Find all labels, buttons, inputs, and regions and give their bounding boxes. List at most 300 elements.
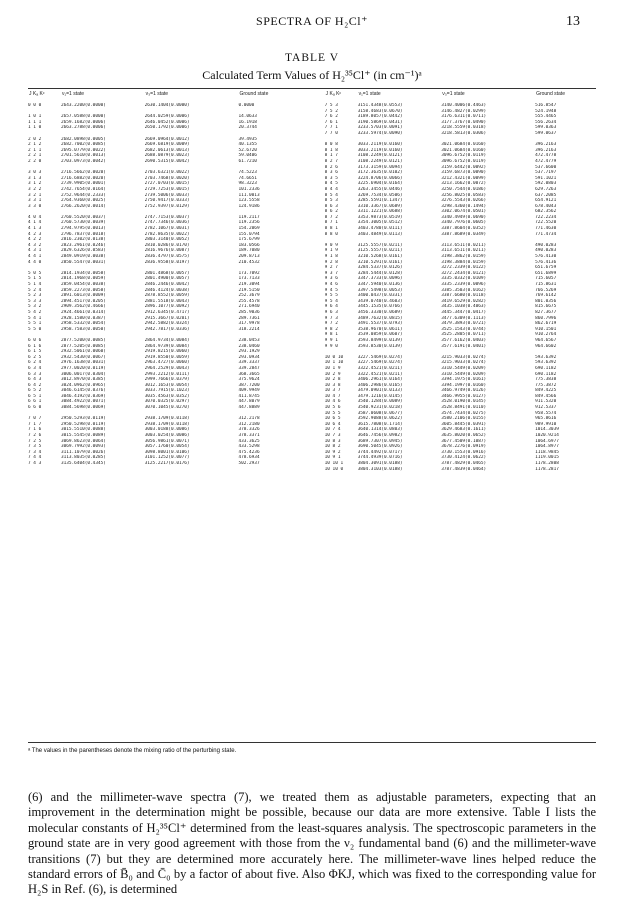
table-cell: 3489.7632(0.0815) — [357, 315, 403, 321]
table-cell: 2938.1709(0.0118) — [144, 421, 190, 427]
table-cell: 375.9624 — [238, 377, 260, 383]
table-cell: 2877.5205(0.0085) — [60, 343, 106, 349]
table-cell: 219.5150 — [238, 287, 260, 293]
table-cell: 1119.0015 — [535, 455, 559, 461]
table-cell: 2644.0259(0.0006) — [144, 114, 190, 120]
table-cell: 2701.5610(0.0013) — [60, 153, 106, 159]
table-cell: 10 3 7 — [324, 388, 341, 394]
table-cell: 3311.1221(0.0688) — [357, 209, 403, 215]
table-cell: 3125.2217(0.0176) — [144, 461, 190, 466]
table-cell: 2919.8550(0.0059) — [144, 354, 190, 360]
table-cell: 8 2 6 — [324, 164, 338, 170]
table-cell: 771.4734 — [535, 231, 557, 237]
table-cell: 10 0 10 — [324, 354, 344, 360]
page-number: 13 — [566, 14, 580, 29]
table-cell: 5 5 0 — [28, 326, 42, 332]
table-cell: 219.3094 — [238, 282, 260, 287]
table-cell: 3385.3503(0.0162) — [441, 287, 487, 293]
table-cell: 958.5574 — [535, 410, 557, 416]
table-cell: 7 5 3 — [324, 103, 338, 108]
table-cell: 9 8 2 — [324, 326, 338, 332]
table-cell: 2 1 2 — [28, 142, 42, 148]
table-cell: 3540.9231(0.0218) — [357, 405, 403, 411]
table-cell: 556.2634 — [535, 119, 557, 125]
table-cell: 9 1 9 — [324, 248, 338, 254]
table-cell: 2846.2446(0.0042) — [144, 282, 190, 287]
table-cell: 3173.3159(0.0094) — [357, 164, 403, 170]
table-cell: 2782.1067(0.0031) — [144, 226, 190, 232]
table-cell: 490.0283 — [535, 248, 557, 254]
table-cell: 3033.2119(0.0160) — [357, 142, 403, 148]
table-cell: 173.7092 — [238, 270, 260, 276]
table-cell: 6 4 3 — [28, 377, 42, 383]
table-cell: 911.5320 — [535, 399, 557, 405]
table-cell: 2669.0964(0.0012) — [144, 136, 190, 142]
table-cell: 5 2 3 — [28, 293, 42, 299]
table-cell: 16.1918 — [238, 119, 257, 125]
table-cell: 10 6 4 — [324, 421, 341, 427]
table-cell: 3172.3635(0.0102) — [357, 170, 403, 176]
table-cell: 1020.9214 — [535, 433, 559, 439]
table-cell: 2688.0879(0.0023) — [144, 153, 190, 159]
table-cell: 4 2 2 — [28, 237, 42, 243]
table-cell: 3593.8499(0.0139) — [357, 337, 403, 343]
table-cell: 3635.8020(0.0652) — [441, 433, 487, 439]
table-cell: 3021.0684(0.0160) — [441, 142, 487, 148]
table-cell: 2849.0919(0.0038) — [60, 254, 106, 260]
table-cell: 910.2764 — [535, 332, 557, 338]
table-cell: 3006.0017(0.0304) — [60, 371, 106, 377]
table-cell: 40.1355 — [238, 142, 257, 148]
table-cell: 3400.0437(0.0331) — [357, 293, 403, 299]
table-cell: 2977.0020(0.0119) — [60, 365, 106, 371]
table-cell: 2703.0973(0.0042) — [60, 158, 106, 164]
table-cell: 2 1 1 — [28, 147, 42, 153]
table-cell: 3263.3455(0.0446) — [357, 186, 403, 192]
table-cell: 378.3326 — [238, 427, 260, 433]
table-cell: 20.3744 — [238, 125, 257, 131]
table-cell: 3353.9873(0.0519) — [357, 214, 403, 220]
table-cell: 3269.7534(0.0506) — [357, 192, 403, 198]
table-cell: 10 8 2 — [324, 444, 341, 450]
table-cell: 3574.7434(0.0275) — [441, 410, 487, 416]
table-cell: 3227.5469(0.0274) — [357, 360, 403, 366]
table-cell: 3284.5337(0.0126) — [357, 265, 403, 271]
table-cell: 255.4578 — [238, 298, 260, 304]
table-cell: 6 6 0 — [28, 405, 42, 411]
table-cell: 2810.0286(0.0170) — [144, 242, 190, 248]
table-cell: 801.0356 — [535, 298, 557, 304]
table-cell: 7 7 1 — [324, 125, 338, 131]
body-paragraph: (6) and the millimeter-wave spectra (7), we treated them as adjustable parameters, expecting that an improvement in the determination might be possible, because our data are more extensive. Table I lists the molecular constants of H₂³⁵Cl⁺ determined from the least-squares analysis. The spectroscopic parameters in the ground state are in very good agreement with those from the ν₂ fundamental band (6) and the millimeter-wave transitions (7) but they are determined more accurately here. The millimeter-wave lines helped reduce the standard errors of B̄₀ and C̄₀ by a factor of about five. Also ΦKJ, which was fixed to the corresponding value for H₂S in Ref. (6), is determined — [28, 790, 596, 897]
table-cell: 1064.6977 — [535, 438, 559, 444]
table-cell: 3744.4939(0.0716) — [357, 455, 403, 461]
table-cell: 3354.3005(0.0512) — [357, 220, 403, 226]
table-cell: 3540.1284(0.0089) — [357, 399, 403, 405]
table-cell: 3024.0962(0.0965) — [60, 382, 106, 388]
table-cell: 3340.4949(0.0690) — [441, 214, 487, 220]
table-cell: 5 0 5 — [28, 270, 42, 276]
table-cell: 2739.9905(0.0001) — [60, 181, 106, 187]
table-cell: 3477.6309(0.1113) — [441, 315, 487, 321]
table-cell: 293.1929 — [238, 349, 260, 355]
table-cell: 3689.7307(0.0945) — [357, 438, 403, 444]
table-cell: 2766.2620(0.0014) — [60, 203, 106, 209]
table-cell: 4 3 1 — [28, 248, 42, 254]
table-cell: 629.7263 — [535, 186, 557, 192]
table-cell: 3592.9088(0.0622) — [357, 416, 403, 422]
table-cell: 8 8 0 — [324, 231, 338, 237]
table-cell: 5 1 5 — [28, 276, 42, 282]
table-cell: 396.2163 — [535, 142, 557, 148]
table-cell: 5 4 2 — [28, 309, 42, 315]
body-text — [28, 790, 596, 898]
table-cell: 2859.2273(0.0058) — [60, 287, 106, 293]
table-cell: 2729.7253(0.0015) — [144, 186, 190, 192]
table-cell: 2682.0898(0.0005) — [60, 136, 106, 142]
table-cell: 3479.3893(0.0721) — [441, 321, 487, 327]
table-cell: 3272.2339(0.0122) — [441, 265, 487, 271]
table-cell: 2823.2961(0.0246) — [60, 242, 106, 248]
table-cell: 433.5298 — [238, 444, 260, 450]
table-cell: 2752.9397(0.0129) — [144, 203, 190, 209]
table-cell: 2760.5520(0.0037) — [60, 214, 106, 220]
table-cell: 3347.3733(0.0096) — [357, 276, 403, 282]
table-cell: 3015.5545(0.0089) — [60, 433, 106, 439]
table-cell: 10 10 0 — [324, 466, 344, 472]
table-cell: 964.6567 — [535, 337, 557, 343]
table-cell: 722.2234 — [535, 214, 557, 220]
table-cell: 3528.8491(0.0110) — [441, 405, 487, 411]
col-header: J Kₐ Kᶜ — [325, 91, 342, 97]
table-cell: 3439.0740(0.4603) — [357, 298, 403, 304]
table-cell: 3272.2434(0.0121) — [441, 270, 487, 276]
table-cell: 1178.2817 — [535, 466, 559, 472]
table-cell: 3629.4683(0.1611) — [441, 427, 487, 433]
table-cell: 3322.4521(0.0211) — [357, 371, 403, 377]
table-cell: 8 2 7 — [324, 158, 338, 164]
table-cell: 775.3838 — [535, 377, 557, 383]
col-header: ν₁=1 state — [358, 91, 381, 97]
col-header: ν₃=1 state — [145, 91, 169, 97]
table-cell: 3284.5444(0.0128) — [357, 270, 403, 276]
col-header: Ground state — [239, 91, 269, 97]
table-cell: 3035.4563(0.0352) — [144, 393, 190, 399]
table-cell: 3456.3330(0.0689) — [357, 309, 403, 315]
table-cell: 8 6 3 — [324, 203, 338, 209]
table-cell: 9 5 4 — [324, 298, 338, 304]
table-cell: 3593.8530(0.0139) — [357, 343, 403, 349]
table-cell: 6 6 1 — [28, 399, 42, 405]
table-cell: 293.0934 — [238, 354, 260, 360]
table-cell: 6 3 4 — [28, 365, 42, 371]
table-cell: 2919.8215(0.0060) — [144, 349, 190, 355]
table-cell: 593.6392 — [535, 354, 557, 360]
term-values-table — [28, 91, 596, 472]
table-cell: 10 4 6 — [324, 399, 341, 405]
table-cell: 3218.5559(0.0318) — [441, 125, 487, 131]
table-cell: 3397.5498(0.0053) — [357, 287, 403, 293]
table-cell: 3394.1975(0.0161) — [441, 377, 487, 383]
table-cell: 3322.4521(0.0211) — [357, 365, 403, 371]
table-cell: 3140.4006(0.4463) — [441, 103, 487, 108]
table-cell: 5 5 1 — [28, 321, 42, 327]
table-cell: 7 2 6 — [28, 433, 42, 439]
table-cell: 475.4236 — [238, 449, 260, 455]
table-cell: 3233.5974(0.0090) — [357, 130, 403, 136]
table-cell: 1 1 1 — [28, 119, 42, 125]
table-cell: 3466.9749(0.0126) — [441, 388, 487, 394]
table-cell: 9 3 6 — [324, 276, 338, 282]
table-cell: 3210.5291(0.0161) — [357, 259, 403, 265]
table-cell: 910.1501 — [535, 326, 557, 332]
table-cell: 3 3 0 — [28, 203, 42, 209]
table-cell: 8 5 4 — [324, 192, 338, 198]
table-cell: 10 7 3 — [324, 433, 341, 439]
table-cell: 654.9121 — [535, 198, 557, 204]
table-cell: 593.6392 — [535, 360, 557, 366]
table-cell: 8 0 8 — [324, 142, 338, 148]
table-cell: 3285.5591(0.1347) — [357, 198, 403, 204]
table-cell: 10 6 5 — [324, 416, 341, 422]
table-cell: 2964.2529(0.0043) — [144, 365, 190, 371]
table-cell: 10 4 7 — [324, 393, 341, 399]
table-cell: 2794.9795(0.0013) — [60, 226, 106, 232]
table-cell: 2657.0588(0.0000) — [60, 114, 106, 120]
table-cell: 10 8 3 — [324, 438, 341, 444]
table-cell: 10 7 4 — [324, 427, 341, 433]
table-cell: 3096.6752(0.0119) — [441, 158, 487, 164]
table-cell: 3615.7808(0.1714) — [357, 421, 403, 427]
table-cell: 3 1 2 — [28, 181, 42, 187]
table-cell: 2836.9558(0.0197) — [144, 259, 190, 265]
table-cell: 6 4 2 — [28, 382, 42, 388]
col-header: J Kₐ Kᶜ — [29, 91, 45, 97]
table-cell: 3 0 3 — [28, 170, 42, 176]
table-cell: 3033.2119(0.0160) — [357, 147, 403, 153]
table-cell: 3 2 2 — [28, 186, 42, 192]
table-cell: 3012.1653(0.0054) — [144, 382, 190, 388]
table-cell: 3 2 1 — [28, 192, 42, 198]
table-cell: 155.0794 — [238, 231, 260, 237]
table-cell: 3084.4922(0.0071) — [60, 399, 106, 405]
table-cell: 9 6 3 — [324, 309, 338, 315]
table-cell: 10 5 5 — [324, 410, 341, 416]
table-cell: 2742.7654(0.0164) — [60, 186, 106, 192]
table-cell: 10 2 9 — [324, 371, 341, 377]
table-cell: 8 3 5 — [324, 175, 338, 181]
table-cell: 52.6720 — [238, 147, 257, 153]
table-cell: 827.3677 — [535, 309, 557, 315]
table-cell: 690.1182 — [535, 365, 557, 371]
table-cell: 2663.2788(0.0006) — [60, 125, 106, 131]
table-cell: 1014.3039 — [535, 427, 559, 433]
table-cell: 3445.1535(0.0766) — [357, 304, 403, 310]
table-cell: 502.2937 — [238, 461, 260, 466]
table-cell: 2659.1682(0.0006) — [60, 119, 106, 125]
table-cell: 3213.1662(0.0072) — [441, 181, 487, 187]
table-cell: 2877.5200(0.0085) — [60, 337, 106, 343]
table-cell: 2814.1934(0.0058) — [60, 270, 106, 276]
table-cell: 555.4465 — [535, 114, 557, 120]
table-cell: 8 7 1 — [324, 220, 338, 226]
table-cell: 9 0 9 — [324, 242, 338, 248]
table-cell: 3033.7915(0.1023) — [144, 388, 190, 394]
table-cell: 74.5223 — [238, 170, 257, 176]
table-cell: 3646.7456(0.0982) — [357, 433, 403, 439]
table-cell: 3056.9861(0.0071) — [144, 438, 190, 444]
table-cell: 2932.5430(0.0067) — [60, 354, 106, 360]
table-cell: 3046.6145(0.0376) — [60, 388, 106, 394]
page-header — [0, 14, 624, 34]
table-cell: 3015.5510(0.0088) — [60, 427, 106, 433]
table-cell: 1118.9845 — [535, 449, 559, 455]
table-cell: 6 5 2 — [28, 388, 42, 394]
table-cell: 3215.9033(0.0274) — [441, 354, 487, 360]
table-cell: 2912.6345(0.4717) — [144, 309, 190, 315]
table-cell: 682.3562 — [535, 209, 557, 215]
table-cell: 3113.8035(0.0285) — [60, 455, 106, 461]
table-cell: 3256.8025(0.0583) — [441, 192, 487, 198]
table-cell: 3406.2986(0.0165) — [357, 382, 403, 388]
table-cell: 849.4566 — [535, 393, 557, 399]
table-cell: 3070.1045(0.0270) — [144, 405, 190, 411]
table-cell: 378.3371 — [238, 433, 260, 439]
table-cell: 9 4 6 — [324, 282, 338, 287]
table-cell: 3101.1252(0.0077) — [144, 455, 190, 461]
table-cell: 3276.5543(0.0266) — [441, 198, 487, 204]
table-cell: 101.2336 — [238, 186, 260, 192]
table-cell: 2703.7468(0.0020) — [144, 175, 190, 181]
table-cell: 9 3 7 — [324, 270, 338, 276]
table-cell: 2864.9734(0.0084) — [144, 337, 190, 343]
table-cell: 599.0363 — [535, 125, 557, 131]
table-cell: 411.8745 — [238, 393, 260, 399]
table-cell: 3224.8706(0.0066) — [357, 175, 403, 181]
table-cell: 678.4043 — [535, 203, 557, 209]
table-cell: 6 0 6 — [28, 337, 42, 343]
table-cell: 9 1 8 — [324, 254, 338, 260]
table-cell: 3113.6511(0.0211) — [441, 248, 487, 254]
table-cell: 3057.1760(0.0054) — [144, 444, 190, 450]
table-cell: 111.0013 — [238, 192, 260, 198]
table-cell: 289.7361 — [238, 315, 260, 321]
table-cell: 2859.0454(0.0038) — [60, 282, 106, 287]
table-cell — [28, 467, 61, 473]
table-cell: 2747.7346(0.0036) — [144, 220, 190, 226]
table-cell: 3605.8445(0.0391) — [441, 421, 487, 427]
table-cell: 2915.3667(0.0201) — [144, 315, 190, 321]
table-cell: 3387.6680(0.0118) — [441, 293, 487, 299]
table-cell: 2782.8635(0.0022) — [144, 231, 190, 237]
table-cell: 2803.3140(0.0052) — [144, 237, 190, 243]
table-cell: 7 7 0 — [324, 130, 338, 136]
table-cell: 2716.6882(0.0020) — [60, 175, 106, 181]
table-cell: 4 1 4 — [28, 220, 42, 226]
table-cell: 3146.4827(0.0299) — [441, 108, 487, 114]
table-cell: 3744.4492(0.0717) — [357, 449, 403, 455]
table-cell: 3466.9955(0.0127) — [441, 393, 487, 399]
table-cell: 4 1 3 — [28, 226, 42, 232]
table-cell: 8 6 2 — [324, 209, 338, 215]
table-cell: 2716.5662(0.0020) — [60, 170, 106, 176]
table-cell: 3335.0332(0.0109) — [441, 276, 487, 282]
table-cell: 3108.2249(0.0121) — [357, 158, 403, 164]
table-cell: 576.4130 — [535, 254, 557, 260]
table-cell: 592.0803 — [535, 181, 557, 187]
table-cell: 9 6 4 — [324, 304, 338, 310]
table-cell: 10 1 9 — [324, 365, 341, 371]
table-cell: 3125.5557(0.0211) — [357, 242, 403, 248]
table-cell: 2816.9676(0.0087) — [144, 248, 190, 254]
table-cell: 2932.5061(0.0060) — [60, 349, 106, 355]
table-cell: 2669.6819(0.0009) — [144, 142, 190, 148]
table-cell: 651.6759 — [535, 265, 557, 271]
table-cell: 3012.8970(0.0385) — [60, 377, 106, 383]
table-cell: 10 3 8 — [324, 382, 341, 388]
table-cell: 3394.1997(0.0160) — [441, 382, 487, 388]
table-cell: 2896.1077(0.0092) — [144, 304, 190, 310]
table-cell: 1 1 0 — [28, 125, 42, 131]
table-cell: 6 1 5 — [28, 349, 42, 355]
table-cell: 516.8547 — [535, 103, 557, 108]
table-cell: 3479.0901(0.0133) — [357, 388, 403, 394]
table-cell: 965.8616 — [535, 416, 557, 422]
table-cell: 209.8713 — [238, 254, 260, 260]
table-cell: 312.2178 — [238, 416, 260, 422]
table-cell: 3340.7976(0.0605) — [441, 220, 487, 226]
table-cell: 3190.5869(0.0431) — [357, 119, 403, 125]
table-cell: 3310.5449(0.0209) — [441, 371, 487, 377]
table-cell: 3804.3091(0.0188) — [357, 461, 403, 466]
table-cell: 989.9910 — [535, 421, 557, 427]
table-cell: 9 2 7 — [324, 265, 338, 271]
table-cell: 2695.0779(0.0022) — [60, 147, 106, 153]
table-cell: 3084.5698(0.0069) — [60, 405, 106, 411]
table-cell: 472.4778 — [535, 153, 557, 159]
table-cell: 2846.4124(0.0038) — [144, 287, 190, 293]
table-cell: 3730.4124(0.0622) — [441, 455, 487, 461]
table-cell: 189.7080 — [238, 248, 260, 254]
table-cell: 9 5 5 — [324, 293, 338, 299]
table-cell: 8 8 1 — [324, 226, 338, 232]
table-cell: 7 3 4 — [28, 449, 42, 455]
table-cell: 409.9949 — [238, 388, 260, 394]
table-cell: 3525.2805(0.0711) — [441, 332, 487, 338]
table-cell: 7 1 7 — [28, 421, 42, 427]
col-header: Ground state — [536, 91, 565, 97]
table-cell: 3587.0608(0.0677) — [357, 410, 403, 416]
table-cell: 2 0 2 — [28, 136, 42, 142]
table-cell — [61, 467, 145, 473]
table-cell: 6 1 6 — [28, 343, 42, 349]
table-cell: 6 3 3 — [28, 371, 42, 377]
table-cell: 9 8 1 — [324, 332, 338, 338]
table-cell: 7 1 6 — [28, 427, 42, 433]
table-cell: 2801.4900(0.0057) — [144, 276, 190, 282]
table-cell: 3108.2249(0.0121) — [357, 153, 403, 159]
table-cell: 3151.4348(0.0553) — [357, 103, 403, 108]
table-cell: 1178.2808 — [535, 461, 559, 466]
table-cell: 3003.0188(0.0086) — [144, 427, 190, 433]
table-cell: 317.9978 — [238, 321, 260, 327]
table-cell: 3677.4509(0.1087) — [441, 438, 487, 444]
table-cell: 3070.0325(0.0297) — [144, 399, 190, 405]
table-cell: 537.7197 — [535, 170, 557, 176]
col-header: ν₃=1 state — [442, 91, 465, 97]
table-cell: 3403.4849(0.0113) — [357, 231, 403, 237]
table-cell: 3177.3767(0.0490) — [441, 119, 487, 125]
